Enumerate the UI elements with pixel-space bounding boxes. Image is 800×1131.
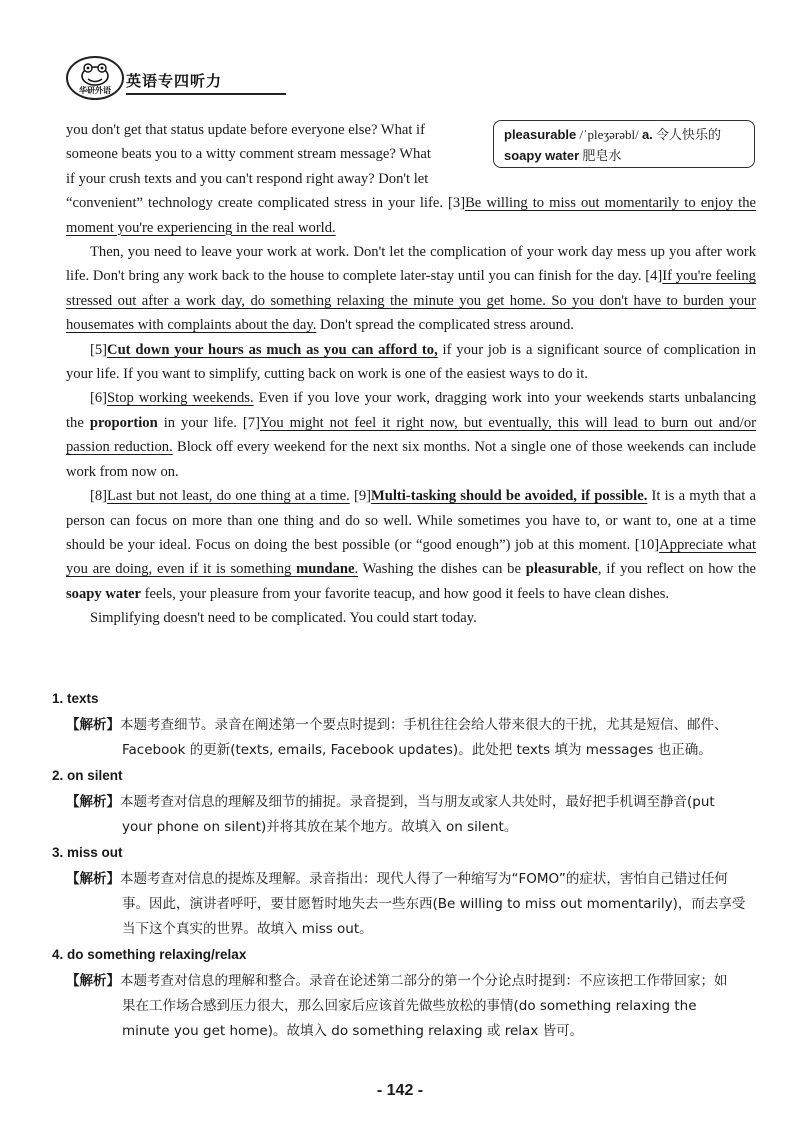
vocab-word: soapy water bbox=[504, 148, 580, 163]
analysis-line: your phone on silent)并将其放在某个地方。故填入 on silent。 bbox=[122, 819, 518, 835]
analysis bbox=[66, 712, 762, 763]
paragraph-5 bbox=[66, 484, 756, 606]
answer-number: 1. bbox=[52, 691, 64, 706]
logo-text: 华研外语 bbox=[79, 86, 111, 95]
vocab-highlight: proportion bbox=[89, 414, 158, 431]
answer-number: 4. bbox=[52, 947, 64, 962]
question-marker: [3] bbox=[448, 195, 466, 212]
analysis-tag: 【解析】 bbox=[66, 973, 120, 989]
text-run: if your job is a significant source of complication in your life. If you want to simplify, cutting back on work is one of the easiest ways to do it. bbox=[66, 341, 756, 383]
text-run: feels, your pleasure from your favorite teacup, and how good it feels to have clean dishes. bbox=[141, 585, 670, 602]
question-marker: [10] bbox=[634, 536, 660, 553]
analysis-line: 本题考查对信息的理解和整合。录音在论述第二部分的第一个分论点时提到：不应该把工作带回家；如 bbox=[120, 973, 728, 989]
question-marker: [5] bbox=[90, 341, 108, 358]
answer-text: on silent bbox=[67, 768, 123, 783]
question-marker: [4] bbox=[645, 268, 663, 285]
answer-item bbox=[52, 942, 762, 1044]
analysis-tag: 【解析】 bbox=[66, 717, 120, 733]
page-header bbox=[66, 56, 766, 96]
text-run: in your life. bbox=[157, 414, 243, 431]
listening-script bbox=[66, 118, 756, 631]
text-run: Don't spread the complicated stress around. bbox=[316, 317, 574, 334]
vocab-meaning: 肥皂水 bbox=[582, 149, 622, 164]
text-run: It is a myth that a person can focus on more than one thing and do so well. While sometimes you have to, or want to, one at a time should be your ideal. Focus on doing the best possible (or “good enough”) job at this moment. bbox=[66, 488, 756, 553]
vocab-phonetic: /ˈpleʒərəbl/ bbox=[579, 127, 639, 142]
analysis bbox=[66, 789, 762, 840]
analysis-line: Facebook 的更新(texts, emails, Facebook updates)。此处把 texts 填为 messages 也正确。 bbox=[122, 742, 712, 758]
answer-key bbox=[52, 686, 762, 1044]
analysis-line: 本题考查对信息的提炼及理解。录音指出：现代人得了一种缩写为“FOMO”的症状，害怕自己错过任何 bbox=[120, 871, 728, 887]
paragraph-line: if your crush texts and you can't respond right away? Don't let bbox=[66, 170, 429, 187]
question-marker: [9] bbox=[349, 488, 371, 505]
answer-heading bbox=[52, 686, 762, 712]
answer-number: 2. bbox=[52, 768, 64, 783]
analysis-line: 本题考查对信息的理解及细节的捕捉。录音提到，当与朋友或家人共处时，最好把手机调至静音(put bbox=[120, 794, 715, 810]
vocab-highlight: pleasurable bbox=[525, 561, 598, 578]
vocab-highlight: soapy water bbox=[66, 585, 141, 602]
analysis-line: 事。因此，演讲者呼吁，要甘愿暂时地失去一些东西(Be willing to miss out momentarily)，而去享受 bbox=[122, 896, 746, 912]
analysis bbox=[66, 866, 762, 942]
text-run: . bbox=[354, 561, 359, 578]
answer-sentence: You might not feel it right now, but eventually, this will lead to burn out and/or passion reduction. bbox=[66, 414, 756, 456]
answer-sentence: If you're feeling stressed out after a work day, do something relaxing the minute you get home. So you don't have to burden your housemates with complaints about the day. bbox=[66, 268, 756, 334]
answer-sentence: Last but not least, do one thing at a time. bbox=[107, 488, 350, 505]
text-run: , if you reflect on how the bbox=[597, 561, 756, 578]
question-marker: [6] bbox=[90, 390, 108, 407]
paragraph-1-end bbox=[66, 191, 756, 240]
answer-heading bbox=[52, 763, 762, 789]
header-title: 英语专四听力 bbox=[126, 72, 223, 90]
answer-sentence: Multi-tasking should be avoided, if possible. bbox=[370, 488, 648, 505]
answer-item bbox=[52, 763, 762, 840]
answer-sentence: Cut down your hours as much as you can afford to, bbox=[107, 341, 438, 358]
question-marker: [7] bbox=[242, 414, 260, 431]
publisher-logo bbox=[66, 56, 124, 100]
question-marker: [8] bbox=[90, 488, 108, 505]
analysis-line: minute you get home)。故填入 do something relaxing 或 relax 皆可。 bbox=[122, 1023, 584, 1039]
answer-item bbox=[52, 686, 762, 763]
paragraph-line: you don't get that status update before everyone else? What if bbox=[66, 122, 425, 138]
analysis-line: 当下这个真实的世界。故填入 miss out。 bbox=[122, 921, 373, 937]
analysis-line: 本题考查细节。录音在阐述第一个要点时提到：手机往往会给人带来很大的干扰，尤其是短信、邮件、 bbox=[120, 717, 728, 733]
paragraph-line: someone beats you to a witty comment stream message? What bbox=[66, 146, 431, 163]
answer-heading bbox=[52, 942, 762, 968]
vocab-word: pleasurable bbox=[504, 127, 577, 142]
paragraph-6: Simplifying doesn't need to be complicated. You could start today. bbox=[90, 610, 477, 627]
answer-text: miss out bbox=[67, 845, 123, 860]
text-run: Block off every weekend for the next six months. Not a single one of those weekends can include work from now on. bbox=[66, 439, 756, 480]
answer-sentence: Stop working weekends. bbox=[107, 390, 254, 407]
analysis-tag: 【解析】 bbox=[66, 871, 120, 887]
text-run: Appreciate what you are doing, even if it is something bbox=[66, 536, 757, 578]
answer-item bbox=[52, 840, 762, 942]
paragraph-4 bbox=[66, 386, 756, 484]
answer-text: texts bbox=[67, 691, 99, 706]
answer-number: 3. bbox=[52, 845, 64, 860]
answer-text: do something relaxing/relax bbox=[67, 947, 247, 962]
analysis-line: 果在工作场合感到压力很大，那么回家后应该首先做些放松的事情(do something relaxing the bbox=[122, 998, 697, 1014]
text-run: Then, you need to leave your work at work. Don't let the complication of your work day mess up you after work life. Don't bring any work back to the house to complete later-stay until you can finish for the day. bbox=[66, 244, 756, 285]
text-run: “convenient” technology create complicated stress in your life. bbox=[66, 195, 449, 212]
answer-heading bbox=[52, 840, 762, 866]
page-number: - 142 - bbox=[376, 1082, 424, 1099]
analysis-tag: 【解析】 bbox=[66, 794, 120, 810]
vocab-highlight: mundane bbox=[296, 561, 355, 578]
paragraph-3 bbox=[66, 338, 756, 387]
answer-sentence: Be willing to miss out momentarily to enjoy the moment you're experiencing in the real world. bbox=[66, 195, 756, 236]
text-run: Washing the dishes can be bbox=[358, 561, 526, 578]
analysis bbox=[66, 968, 762, 1044]
vocab-meaning: 令人快乐的 bbox=[656, 128, 722, 143]
header-rule bbox=[126, 93, 286, 95]
vocab-pos: a. bbox=[641, 127, 653, 142]
paragraph-2 bbox=[66, 240, 756, 338]
text-run: Even if you love your work, dragging work into your weekends starts unbalancing the bbox=[66, 390, 756, 431]
